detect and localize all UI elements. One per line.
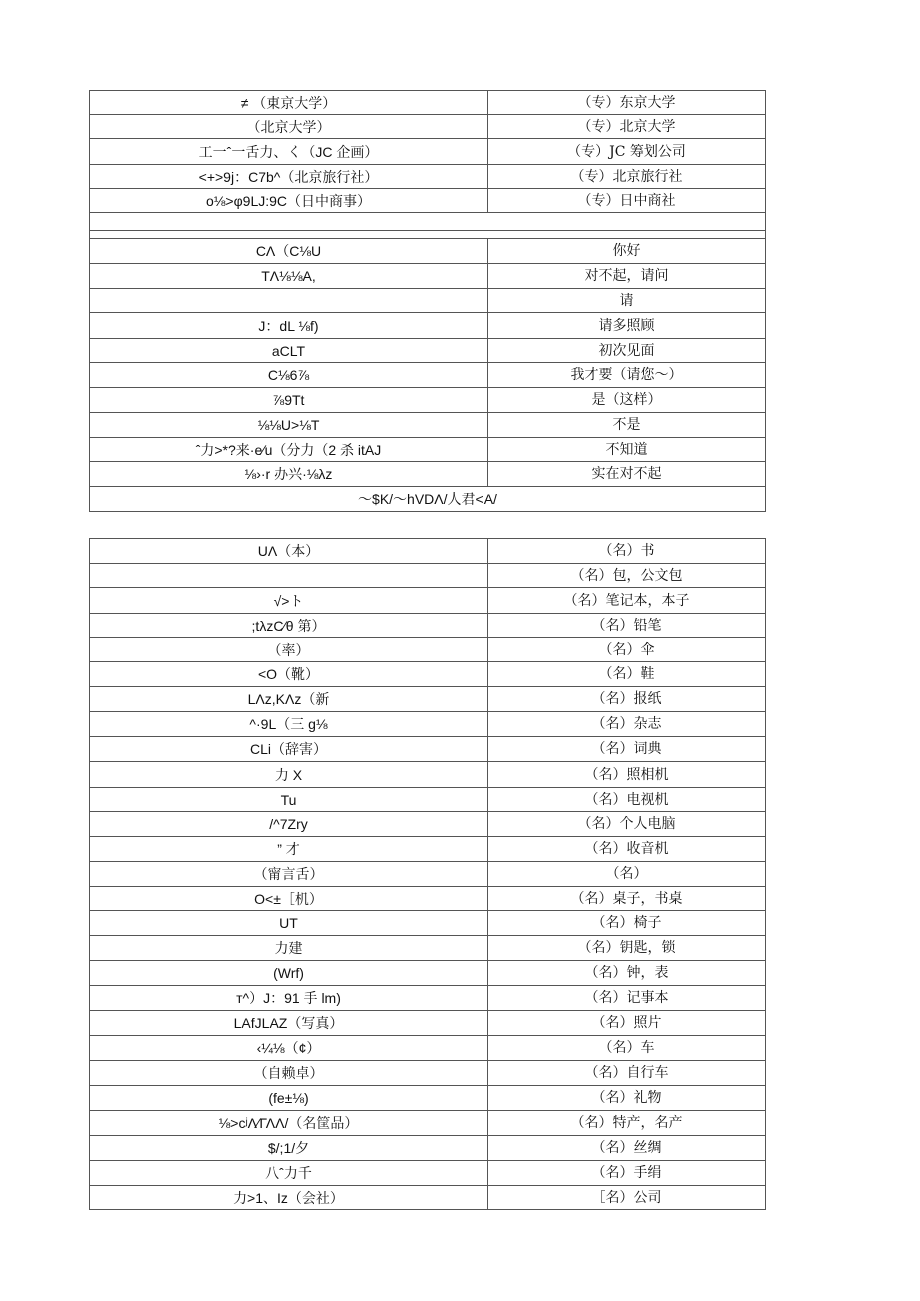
japanese-term-cell: ⅛›·r 办兴·⅛λz: [90, 462, 488, 487]
table-row: [90, 1111, 766, 1136]
table-row: [90, 911, 766, 936]
table-row: [90, 638, 766, 662]
japanese-term-cell: ≠ （東京大学）: [90, 91, 488, 115]
japanese-term-cell: ” 才: [90, 837, 488, 862]
table-row: [90, 737, 766, 762]
japanese-term-cell: （自赖卓）: [90, 1061, 488, 1086]
vocab-table-1: [89, 90, 766, 512]
japanese-term-cell: LΛz,KΛz（新: [90, 687, 488, 712]
japanese-term-cell: ⅞9Tt: [90, 388, 488, 413]
table-row: [90, 762, 766, 788]
table-row: [90, 712, 766, 737]
table-row: [90, 213, 766, 231]
table-row: [90, 1061, 766, 1086]
merged-cell: [90, 231, 766, 239]
table-row: [90, 1136, 766, 1161]
chinese-meaning-cell: （名）钥匙，锁: [488, 936, 766, 961]
japanese-term-cell: （北京大学）: [90, 115, 488, 139]
chinese-meaning-cell: （名）自行车: [488, 1061, 766, 1086]
chinese-meaning-cell: （名）鞋: [488, 662, 766, 687]
chinese-meaning-cell: （名）杂志: [488, 712, 766, 737]
table-row: [90, 887, 766, 911]
japanese-term-cell: ‹¼⅛（¢）: [90, 1036, 488, 1061]
chinese-meaning-cell: （专）JC 筹划公司: [488, 139, 766, 165]
table-row: [90, 313, 766, 339]
chinese-meaning-cell: （名）桌子，书桌: [488, 887, 766, 911]
table-row: [90, 1161, 766, 1186]
table-row: [90, 936, 766, 961]
chinese-meaning-cell: （名）钟，表: [488, 961, 766, 986]
japanese-term-cell: ⅛⅛U>⅛T: [90, 413, 488, 438]
japanese-term-cell: UT: [90, 911, 488, 936]
table-row: [90, 812, 766, 837]
table-row: [90, 413, 766, 438]
chinese-meaning-cell: （名）记事本: [488, 986, 766, 1011]
japanese-term-cell: ^·9L（三 g⅛: [90, 712, 488, 737]
vocab-table-2: [89, 538, 766, 1210]
chinese-meaning-cell: 实在对不起: [488, 462, 766, 487]
japanese-term-cell: UΛ（本）: [90, 539, 488, 564]
table-row: [90, 139, 766, 165]
merged-cell: [90, 213, 766, 231]
chinese-meaning-cell: 不知道: [488, 438, 766, 462]
japanese-term-cell: O<±［机）: [90, 887, 488, 911]
table-row: [90, 487, 766, 512]
chinese-meaning-cell: （名）特产，名产: [488, 1111, 766, 1136]
japanese-term-cell: 八ˆ力千: [90, 1161, 488, 1186]
chinese-meaning-cell: （名）照片: [488, 1011, 766, 1036]
chinese-meaning-cell: 对不起，请问: [488, 264, 766, 289]
japanese-term-cell: 力建: [90, 936, 488, 961]
japanese-term-cell: CLi（辞害）: [90, 737, 488, 762]
table-row: [90, 837, 766, 862]
japanese-term-cell: /^7Zry: [90, 812, 488, 837]
table-row: [90, 564, 766, 588]
table-row: [90, 363, 766, 388]
merged-cell: ～$K/～hVDΛ/人君<A/: [90, 487, 766, 512]
table-row: [90, 91, 766, 115]
chinese-meaning-cell: （名）伞: [488, 638, 766, 662]
chinese-meaning-cell: （名）书: [488, 539, 766, 564]
table-row: [90, 862, 766, 887]
japanese-term-cell: Tu: [90, 788, 488, 812]
table-row: [90, 1036, 766, 1061]
chinese-meaning-cell: （专）日中商社: [488, 189, 766, 213]
chinese-meaning-cell: 请: [488, 289, 766, 313]
chinese-meaning-cell: 我才要（请您～）: [488, 363, 766, 388]
japanese-term-cell: ;tλzC∕θ 第）: [90, 614, 488, 638]
table-row: [90, 231, 766, 239]
japanese-term-cell: ⅛>cʲΛ∕ΓΛΛ/（名筐品）: [90, 1111, 488, 1136]
table-row: [90, 986, 766, 1011]
chinese-meaning-cell: （名）丝绸: [488, 1136, 766, 1161]
chinese-meaning-cell: （名）照相机: [488, 762, 766, 788]
table-row: [90, 539, 766, 564]
table-row: [90, 239, 766, 264]
table-row: [90, 289, 766, 313]
table-row: [90, 339, 766, 363]
japanese-term-cell: o⅛>φ9LJ:9C（日中商事）: [90, 189, 488, 213]
table-row: [90, 588, 766, 614]
table-row: [90, 1011, 766, 1036]
table-row: [90, 788, 766, 812]
japanese-term-cell: 力 X: [90, 762, 488, 788]
chinese-meaning-cell: （名）手绢: [488, 1161, 766, 1186]
chinese-meaning-cell: （名）收音机: [488, 837, 766, 862]
chinese-meaning-cell: ［名）公司: [488, 1186, 766, 1210]
japanese-term-cell: LAfJLAZ（写真）: [90, 1011, 488, 1036]
japanese-term-cell: √>ト: [90, 588, 488, 614]
table-row: [90, 687, 766, 712]
japanese-term-cell: 工一ˆ一舌力、く（JC 企画）: [90, 139, 488, 165]
table-row: [90, 438, 766, 462]
japanese-term-cell: CΛ（C⅛U: [90, 239, 488, 264]
chinese-meaning-cell: 请多照顾: [488, 313, 766, 339]
japanese-term-cell: (fe±⅛): [90, 1086, 488, 1111]
table-row: [90, 462, 766, 487]
table-row: [90, 189, 766, 213]
japanese-term-cell: <O（靴）: [90, 662, 488, 687]
japanese-term-cell: $/;1/夕: [90, 1136, 488, 1161]
chinese-meaning-cell: （专）北京大学: [488, 115, 766, 139]
table-row: [90, 614, 766, 638]
chinese-meaning-cell: 你好: [488, 239, 766, 264]
chinese-meaning-cell: （名）词典: [488, 737, 766, 762]
chinese-meaning-cell: （名）笔记本，本子: [488, 588, 766, 614]
chinese-meaning-cell: （名）礼物: [488, 1086, 766, 1111]
japanese-term-cell: 力>1、Iz（会社）: [90, 1186, 488, 1210]
chinese-meaning-cell: 初次见面: [488, 339, 766, 363]
chinese-meaning-cell: （专）北京旅行社: [488, 165, 766, 189]
table-row: [90, 1186, 766, 1210]
chinese-meaning-cell: （名）车: [488, 1036, 766, 1061]
table-row: [90, 1086, 766, 1111]
vocab-table-1-body: [90, 91, 766, 512]
chinese-meaning-cell: （名）椅子: [488, 911, 766, 936]
japanese-term-cell: TΛ⅛⅛A,: [90, 264, 488, 289]
table-row: [90, 961, 766, 986]
japanese-term-cell: [90, 564, 488, 588]
chinese-meaning-cell: 是（这样）: [488, 388, 766, 413]
japanese-term-cell: aCLT: [90, 339, 488, 363]
japanese-term-cell: J：dL ⅛f): [90, 313, 488, 339]
japanese-term-cell: <+>9j：C7b^（北京旅行社）: [90, 165, 488, 189]
table-row: [90, 165, 766, 189]
chinese-meaning-cell: （名）个人电脑: [488, 812, 766, 837]
chinese-meaning-cell: （名）包，公文包: [488, 564, 766, 588]
japanese-term-cell: (Wrf): [90, 961, 488, 986]
japanese-term-cell: т^）J：91 手 lm): [90, 986, 488, 1011]
table-row: [90, 115, 766, 139]
table-row: [90, 662, 766, 687]
chinese-meaning-cell: （名）电视机: [488, 788, 766, 812]
table-row: [90, 264, 766, 289]
japanese-term-cell: [90, 289, 488, 313]
vocab-table-2-body: [90, 539, 766, 1210]
japanese-term-cell: C⅛6⅞: [90, 363, 488, 388]
chinese-meaning-cell: 不是: [488, 413, 766, 438]
chinese-meaning-cell: （名）: [488, 862, 766, 887]
japanese-term-cell: （甯言舌）: [90, 862, 488, 887]
table-row: [90, 388, 766, 413]
japanese-term-cell: ˆ力>*?来·e∕u（分力（2 杀 itAJ: [90, 438, 488, 462]
chinese-meaning-cell: （名）铅笔: [488, 614, 766, 638]
japanese-term-cell: （率）: [90, 638, 488, 662]
chinese-meaning-cell: （名）报纸: [488, 687, 766, 712]
chinese-meaning-cell: （专）东京大学: [488, 91, 766, 115]
